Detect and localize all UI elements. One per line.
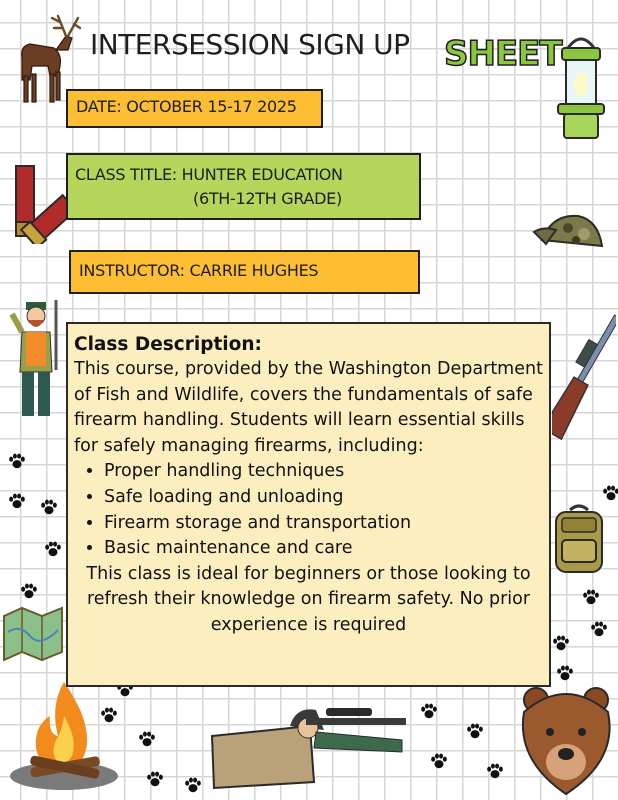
description-closing: This class is ideal for beginners or those looking to refresh their knowledge on firearm safety. No prior experience is required [86,563,531,635]
paw-print-icon [430,752,448,770]
paw-print-icon [8,452,26,470]
description-intro: This course, provided by the Washington Department of Fish and Wildlife, covers the fundamentals of safe firearm handling. Students will learn essential skills for safely managing firearms, including: [74,359,543,456]
paw-print-icon [146,770,164,788]
list-item: • Firearm storage and transportation [104,511,543,537]
class-grade-line: (6TH-12TH GRADE) [193,189,342,208]
campfire-illustration [6,676,122,794]
hunter-illustration [8,296,66,424]
paw-print-icon [40,498,58,516]
backpack-illustration [548,504,610,576]
list-item: • Safe loading and unloading [104,485,543,511]
list-item: • Proper handling techniques [104,459,543,485]
bear-illustration [514,682,618,798]
list-item: • Basic maintenance and care [104,536,543,562]
camo-cap-illustration [532,206,612,266]
paw-print-icon [8,492,26,510]
paw-print-icon [466,722,484,740]
paw-print-icon [20,582,38,600]
map-illustration [0,602,66,662]
date-banner: DATE: OCTOBER 15-17 2025 [66,89,323,128]
description-heading: Class Description: [74,334,262,355]
paw-print-icon [552,634,570,652]
topic-list [74,459,543,561]
page-title: INTERSESSION SIGN UP [90,28,410,61]
instructor-banner: INSTRUCTOR: CARRIE HUGHES [69,250,420,294]
class-title-line: CLASS TITLE: HUNTER EDUCATION [75,165,343,184]
paw-print-icon [100,706,118,724]
prone-hunter-illustration [206,696,410,792]
class-description-panel [66,322,551,687]
paw-print-icon [138,730,156,748]
paw-print-icon [602,484,618,502]
paw-print-icon [420,702,438,720]
paw-print-icon [486,762,504,780]
paw-print-icon [556,664,574,682]
class-title-banner [66,153,421,220]
paw-print-icon [582,588,600,606]
paw-print-icon [590,620,608,638]
paw-print-icon [184,776,202,794]
page-title-accent: SHEET [444,34,562,74]
rifle-illustration [552,312,616,440]
paw-print-icon [44,540,62,558]
